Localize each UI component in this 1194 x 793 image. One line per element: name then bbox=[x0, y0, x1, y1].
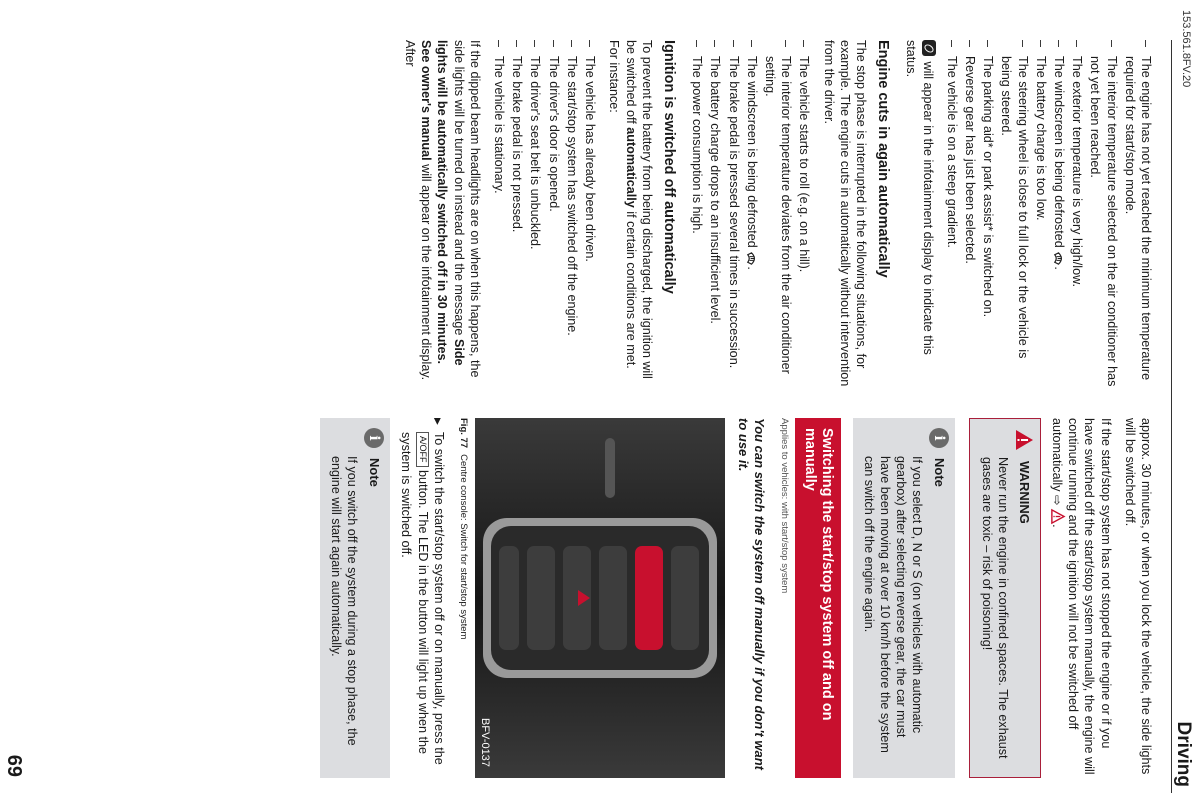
section-title: Driving bbox=[1173, 721, 1194, 787]
list-item: – The vehicle starts to roll (e.g. on a hill). bbox=[796, 40, 812, 388]
warning-title: WARNING bbox=[1017, 461, 1033, 524]
start-stop-status-icon bbox=[922, 40, 936, 56]
note-header bbox=[927, 418, 955, 778]
list-item: – Reverse gear has just been selected. bbox=[962, 40, 978, 388]
list-item: – The interior temperature selected on the air conditioner has not yet been reached. bbox=[1087, 40, 1119, 388]
note-box bbox=[320, 418, 390, 778]
list-item: – The driver's seat belt is unbuckled. bbox=[527, 40, 543, 388]
info-icon: i bbox=[929, 428, 949, 448]
list-item: – The exterior temperature is very high/low. bbox=[1069, 40, 1085, 388]
start-stop-button-icon: A/OFF bbox=[416, 432, 429, 467]
centre-console-figure bbox=[475, 418, 725, 778]
list-item: – The brake pedal is not pressed. bbox=[509, 40, 525, 388]
step-instruction: ▶ To switch the start/stop system off or on manually, press the A/OFF button. The LED in the button will light up when the system is switched off. bbox=[398, 418, 447, 778]
warning-box bbox=[969, 418, 1040, 778]
info-icon: i bbox=[364, 428, 384, 448]
note-text: If you select D, N or S (on vehicles with automatic gearbox) after selecting reverse gear, the car must have been moving at over 10 km/h before the system can switch off the engine again. bbox=[861, 456, 925, 753]
page-number: 69 bbox=[3, 754, 25, 777]
warning-triangle-icon bbox=[1015, 429, 1034, 451]
figure-code: BFV-0137 bbox=[478, 718, 491, 767]
document-code: 153.561.8FV.20 bbox=[1180, 10, 1192, 88]
list-item: – The driver's door is opened. bbox=[546, 40, 562, 388]
figure-caption: Fig. 77Centre console: Switch for start/stop system bbox=[457, 418, 469, 640]
note-title: Note bbox=[367, 458, 383, 487]
intro-text: You can switch the system off manually if you don't want to use it. bbox=[736, 418, 768, 770]
windscreen-defrost-icon bbox=[1052, 251, 1067, 266]
list-item: – The engine has not yet reached the minimum temperature required for start/stop mode. bbox=[1122, 40, 1154, 388]
list-item: – The vehicle is stationary. bbox=[491, 40, 507, 388]
right-column bbox=[308, 418, 1154, 778]
list-item: – The brake pedal is pressed several times in succession. bbox=[725, 40, 741, 388]
ignition-heading: Ignition is switched off automatically bbox=[660, 40, 677, 294]
switching-heading: Switching the start/stop system off and on manually bbox=[795, 418, 841, 778]
list-item: – The start/stop system has switched off the engine. bbox=[564, 40, 580, 388]
list-item: – The battery charge drops to an insufficient level. bbox=[707, 40, 723, 388]
list-item: – The vehicle has already been driven. bbox=[582, 40, 598, 388]
windscreen-defrost-icon bbox=[745, 251, 760, 266]
list-item: – The windscreen is being defrosted . bbox=[1051, 40, 1067, 388]
warning-reference-icon bbox=[1050, 509, 1065, 524]
list-item: – The interior temperature deviates from the air conditioner setting. bbox=[762, 40, 794, 388]
list-item: – The parking aid* or park assist* is switched on. bbox=[980, 40, 996, 388]
conditions-list bbox=[944, 40, 1154, 388]
list-item: – The steering wheel is close to full lock or the vehicle is being steered. bbox=[998, 40, 1030, 388]
console-illustration bbox=[475, 418, 725, 778]
left-column bbox=[394, 40, 1154, 388]
status-paragraph: will appear in the infotainment display to indicate this status. bbox=[904, 40, 935, 355]
ignition-intro: To prevent the battery from being discharged, the ignition will be switched off automatically if certain conditions are met. For instance: bbox=[607, 40, 654, 379]
note-header bbox=[362, 418, 390, 778]
note-box bbox=[853, 418, 956, 778]
warning-text: Never run the engine in confined spaces. The exhaust gases are toxic – risk of poisoning! bbox=[970, 419, 1012, 777]
engine-cuts-list bbox=[689, 40, 812, 388]
list-item: – The power consumption is high. bbox=[689, 40, 705, 388]
list-item: – The battery charge is too low. bbox=[1033, 40, 1049, 388]
dipped-beam-paragraph: If the dipped beam headlights are on when this happens, the side lights will be turned on instead and the message Side lights will be automatically switched off in 30 minutes. See owner's manual will appear on the infotainment display. After bbox=[403, 40, 482, 381]
list-item: – The vehicle is on a steep gradient. bbox=[944, 40, 960, 388]
header-rule bbox=[1171, 40, 1172, 793]
applies-to: Applies to vehicles: with start/stop system bbox=[778, 418, 790, 594]
ignition-list bbox=[491, 40, 598, 388]
list-item: – The windscreen is being defrosted . bbox=[744, 40, 760, 388]
continuation-paragraph: approx. 30 minutes, or when you lock the vehicle, the side lights will be switched off. bbox=[1122, 418, 1153, 775]
manual-paragraph: If the start/stop system has not stopped the engine or if you have switched off the start/stop system manually, the engine will continue running and the ignition will not be switched off automatically ⇨ . bbox=[1049, 418, 1113, 775]
engine-cuts-heading: Engine cuts in again automatically bbox=[875, 40, 892, 278]
note-text: If you switch off the system during a stop phase, the engine will start again automatically. bbox=[328, 456, 360, 746]
engine-cuts-intro: The stop phase is interrupted in the following situations, for example. The engine cuts in automatically without intervention from the driver. bbox=[821, 40, 868, 387]
warning-header bbox=[1013, 419, 1040, 777]
note-title: Note bbox=[932, 458, 948, 487]
